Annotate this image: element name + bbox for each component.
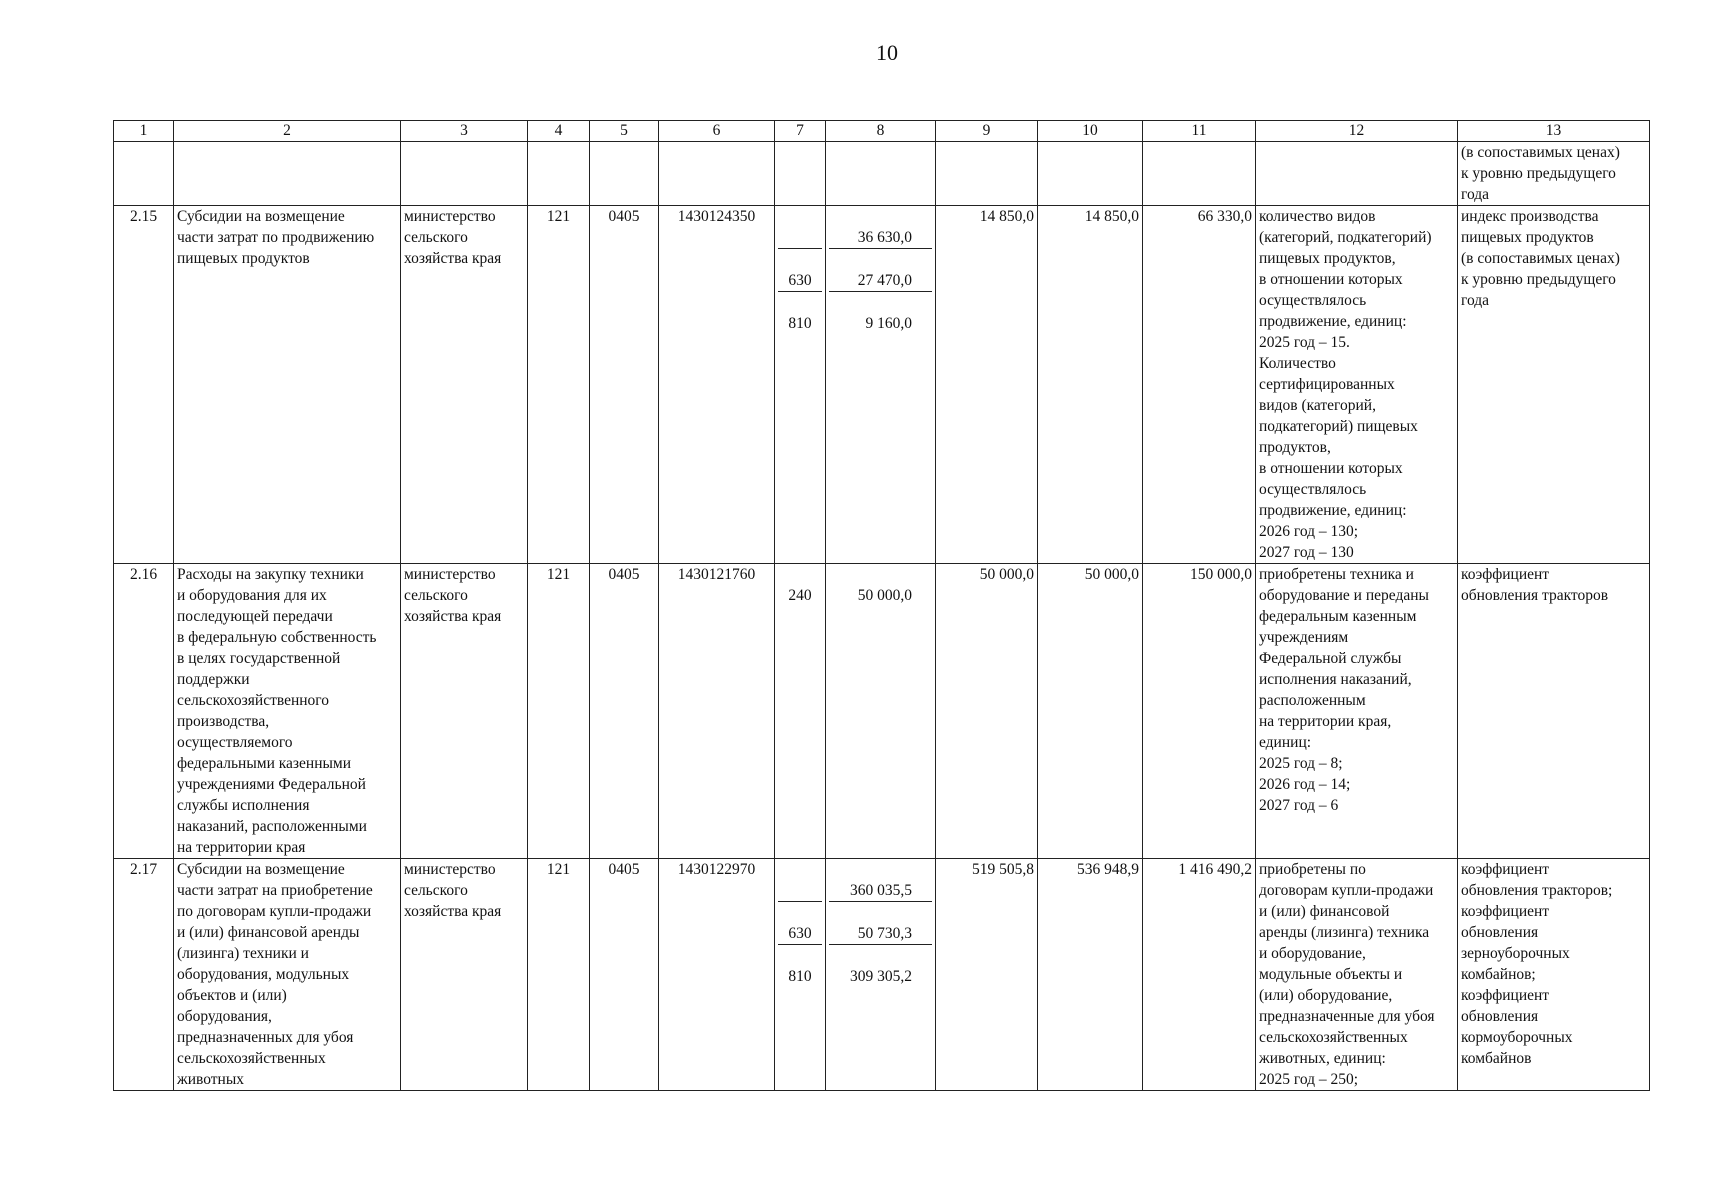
table-row [114,859,1650,1091]
table-header-row [114,121,1650,142]
amount-subcell: 36 630,0 [829,227,932,249]
header-cell: 13 [1458,121,1650,142]
indicator-cell: коэффициент обновления тракторов; коэффициент обновления зерноуборочных комбайнов; коэффициент обновления кормоуборочных комбайнов [1458,859,1650,1091]
empty-cell [1256,142,1458,206]
grbs-code-cell: 121 [528,206,590,564]
header-cell: 1 [114,121,174,142]
expense-type-subcell: 810 [788,315,812,332]
expense-type-cell [775,206,826,564]
amount-2025-cell [826,859,936,1091]
header-cell: 9 [936,121,1038,142]
amount-2025-cell [826,206,936,564]
empty-cell [528,142,590,206]
section-code-cell: 0405 [590,206,659,564]
expense-type-subcell: 240 [788,587,812,604]
amount-2026-cell: 14 850,0 [936,206,1038,564]
empty-cell [826,142,936,206]
expected-result-cell: количество видов (категорий, подкатегорий) пищевых продуктов, в отношении которых осуществлялось продвижение, единиц: 2025 год – 15. Количество сертифицированных видов (категорий, подкатегорий) пищевых продуктов, в отношении которых осуществлялось продвижение, единиц: 2026 год – 130; 2027 год – 130 [1256,206,1458,564]
amount-2025-cell [826,564,936,859]
header-cell: 7 [775,121,826,142]
expense-type-subcell [778,880,822,902]
amount-subcell: 27 470,0 [829,270,932,292]
continuation-row [114,142,1650,206]
executor-cell: министерство сельского хозяйства края [401,859,528,1091]
header-cell: 11 [1143,121,1256,142]
section-code-cell: 0405 [590,859,659,1091]
amount-2027-cell: 536 948,9 [1038,859,1143,1091]
row-number-cell: 2.16 [114,564,174,859]
amount-subcell: 309 305,2 [850,968,912,985]
grbs-code-cell: 121 [528,564,590,859]
header-cell: 12 [1256,121,1458,142]
amount-2027-cell: 14 850,0 [1038,206,1143,564]
section-code-cell: 0405 [590,564,659,859]
empty-cell [1038,142,1143,206]
empty-cell [590,142,659,206]
executor-cell: министерство сельского хозяйства края [401,206,528,564]
amount-total-cell: 1 416 490,2 [1143,859,1256,1091]
measure-name-cell: Субсидии на возмещение части затрат на приобретение по договорам купли-продажи и (или) финансовой аренды (лизинга) техники и оборудования, модульных объектов и (или) оборудования, предназначенных для убоя сельскохозяйственных животных [174,859,401,1091]
target-article-cell: 1430122970 [659,859,775,1091]
indicator-cell: индекс производства пищевых продуктов (в сопоставимых ценах) к уровню предыдущего года [1458,206,1650,564]
expense-type-cell [775,564,826,859]
empty-cell [401,142,528,206]
empty-cell [114,142,174,206]
amount-2026-cell: 519 505,8 [936,859,1038,1091]
row-number-cell: 2.17 [114,859,174,1091]
header-cell: 10 [1038,121,1143,142]
amount-2026-cell: 50 000,0 [936,564,1038,859]
empty-cell [936,142,1038,206]
target-article-cell: 1430124350 [659,206,775,564]
amount-subcell: 50 730,3 [829,923,932,945]
amount-total-cell: 66 330,0 [1143,206,1256,564]
expense-type-subcell [778,227,822,249]
header-cell: 8 [826,121,936,142]
header-cell: 2 [174,121,401,142]
empty-cell [659,142,775,206]
indicator-cell: коэффициент обновления тракторов [1458,564,1650,859]
expense-type-subcell: 630 [778,270,822,292]
budget-table [113,120,1650,1091]
expected-result-cell: приобретены техника и оборудование и переданы федеральным казенным учреждениям Федеральной службы исполнения наказаний, расположенным на территории края, единиц: 2025 год – 8; 2026 год – 14; 2027 год – 6 [1256,564,1458,859]
amount-subcell: 50 000,0 [857,587,912,604]
measure-name-cell: Расходы на закупку техники и оборудования для их последующей передачи в федеральную собственность в целях государственной поддержки сельскохозяйственного производства, осуществляемого федеральными казенными учреждениями Федеральной службы исполнения наказаний, расположенными на территории края [174,564,401,859]
target-article-cell: 1430121760 [659,564,775,859]
table-row [114,564,1650,859]
executor-cell: министерство сельского хозяйства края [401,564,528,859]
empty-cell [1143,142,1256,206]
empty-cell [775,142,826,206]
empty-cell [174,142,401,206]
grbs-code-cell: 121 [528,859,590,1091]
expense-type-cell [775,859,826,1091]
amount-subcell: 9 160,0 [865,315,912,332]
header-cell: 5 [590,121,659,142]
expected-result-cell: приобретены по договорам купли-продажи и (или) финансовой аренды (лизинга) техника и оборудование, модульные объекты и (или) оборудование, предназначенные для убоя сельскохозяйственных животных, единиц: 2025 год – 250; [1256,859,1458,1091]
amount-total-cell: 150 000,0 [1143,564,1256,859]
header-cell: 6 [659,121,775,142]
page-number: 10 [876,40,898,65]
header-cell: 3 [401,121,528,142]
expense-type-subcell: 630 [778,923,822,945]
table-row [114,206,1650,564]
amount-subcell: 360 035,5 [829,880,932,902]
amount-2027-cell: 50 000,0 [1038,564,1143,859]
row-number-cell: 2.15 [114,206,174,564]
expense-type-subcell: 810 [788,968,812,985]
measure-name-cell: Субсидии на возмещение части затрат по продвижению пищевых продуктов [174,206,401,564]
header-cell: 4 [528,121,590,142]
indicator-cell: (в сопоставимых ценах) к уровню предыдущего года [1458,142,1650,206]
